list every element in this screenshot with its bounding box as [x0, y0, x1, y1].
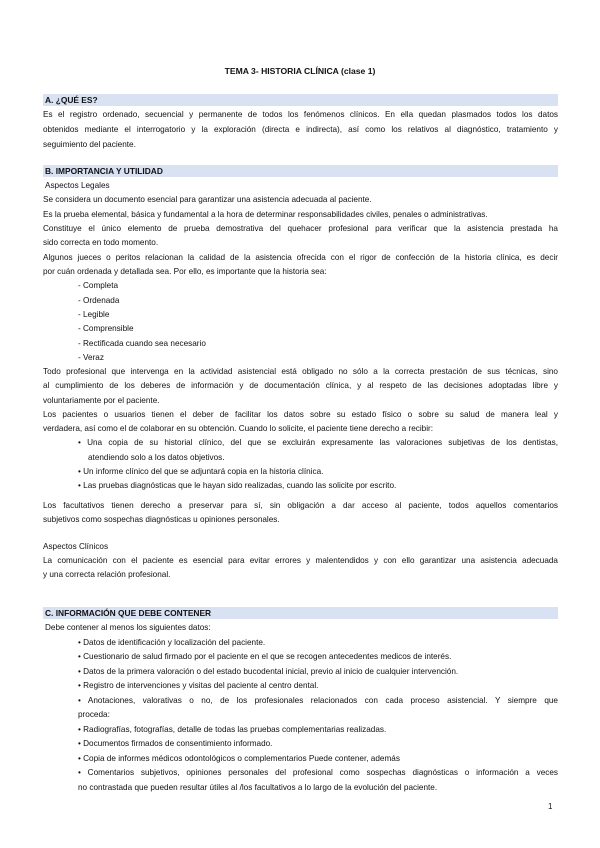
- section-b-line: sido correcta en todo momento.: [43, 238, 159, 247]
- section-a-line: Es el registro ordenado, secuencial y permanente de todos los fenómenos clínicos. En ella quedan plasmados todos los datos: [43, 110, 558, 119]
- content-item-continued: proceda:: [78, 710, 110, 719]
- quality-item: - Comprensible: [78, 324, 134, 333]
- quality-item: - Ordenada: [78, 296, 120, 305]
- section-b-line: Es la prueba elemental, básica y fundamental a la hora de determinar responsabilidades civiles, penales o administrativas.: [43, 210, 488, 219]
- section-a-line: seguimiento del paciente.: [43, 140, 136, 149]
- content-item: • Anotaciones, valorativas o no, de los profesionales relacionados con cada proceso asistencial. Y siempre que: [78, 696, 558, 705]
- section-b-heading: B. IMPORTANCIA Y UTILIDAD: [43, 165, 558, 177]
- section-b-line: por cuán ordenada y detallada sea. Por ello, es importante que la historia sea:: [43, 267, 327, 276]
- section-c-intro: Debe contener al menos los siguientes datos:: [45, 623, 211, 632]
- content-item: • Radiografías, fotografías, detalle de todas las pruebas complementarias realizadas.: [78, 725, 387, 734]
- section-b-line: Algunos jueces o peritos relacionan la calidad de la asistencia ofrecida con el rigor de confección de la historia clínica, es decir: [43, 253, 558, 262]
- document-title: TEMA 3- HISTORIA CLÍNICA (clase 1): [224, 66, 376, 76]
- page-number: 1: [548, 802, 553, 811]
- quality-item: - Legible: [78, 310, 110, 319]
- quality-item: - Veraz: [78, 353, 104, 362]
- subheading-legal: Aspectos Legales: [45, 181, 110, 190]
- section-b-line: Los facultativos tienen derecho a preservar para sí, sin obligación a dar acceso al paciente, todos aquellos comentarios: [43, 501, 558, 510]
- section-b-line: La comunicación con el paciente es esencial para evitar errores y malentendidos y con ello garantizar una asistencia adecuada: [43, 556, 558, 565]
- section-b-line: Los pacientes o usuarios tienen el deber de facilitar los datos sobre su estado físico o sobre su salud de manera leal y: [43, 410, 558, 419]
- section-a-heading: A. ¿QUÉ ES?: [43, 94, 558, 106]
- section-b-line: Se considera un documento esencial para garantizar una asistencia adecuada al paciente.: [43, 195, 372, 204]
- content-item: • Documentos firmados de consentimiento informado.: [78, 739, 273, 748]
- quality-item: - Completa: [78, 281, 119, 290]
- content-item-continued: no contrastada que pueden resultar útiles al /los facultativos a lo largo de la evolución del paciente.: [78, 783, 438, 792]
- content-item: • Comentarios subjetivos, opiniones personales del profesional como sospechas diagnósticas o información a veces: [78, 768, 558, 777]
- content-item: • Copia de informes médicos odontológicos o complementarios Puede contener, además: [78, 754, 400, 763]
- content-item: • Registro de intervenciones y visitas del paciente al centro dental.: [78, 681, 319, 690]
- section-b-line: y una correcta relación profesional.: [43, 570, 171, 579]
- content-item: • Datos de la primera valoración o del estado bucodental inicial, previo al inicio de cualquier intervención.: [78, 667, 459, 676]
- section-b-line: verdadera, así como el de colaborar en su obtención. Cuando lo solicite, el paciente tiene derecho a recibir:: [43, 424, 434, 433]
- right-item: • Un informe clínico del que se adjuntará copia en la historia clínica.: [78, 467, 324, 476]
- section-b-line: subjetivos como sospechas diagnósticas u opiniones personales.: [43, 515, 280, 524]
- right-item: • Una copia de su historial clínico, del que se excluirán expresamente las valoraciones subjetivas de los dentistas,: [78, 438, 558, 447]
- section-b-line: Todo profesional que intervenga en la actividad asistencial está obligado no sólo a la correcta prestación de sus técnicas, sino: [43, 367, 558, 376]
- subheading-clinical: Aspectos Clínicos: [43, 542, 109, 551]
- content-item: • Datos de identificación y localización del paciente.: [78, 638, 266, 647]
- section-b-line: Constituye el único elemento de prueba demostrativa del quehacer profesional para verificar que la asistencia prestada ha: [43, 224, 558, 233]
- section-a-line: obtenidos mediante el interrogatorio y la exploración (directa e indirecta), así como los relativos al diagnóstico, tratamiento y: [43, 125, 558, 134]
- section-c-heading: C. INFORMACIÓN QUE DEBE CONTENER: [43, 607, 558, 619]
- right-item-continued: atendiendo solo a los datos objetivos.: [88, 453, 225, 462]
- section-b-line: voluntariamente por el paciente.: [43, 396, 160, 405]
- section-b-line: al cumplimiento de los deberes de información y de documentación clínica, y al respeto de las decisiones adoptadas libre y: [43, 381, 558, 390]
- content-item: • Cuestionario de salud firmado por el paciente en el que se recogen antecedentes medicos de interés.: [78, 652, 452, 661]
- quality-item: - Rectificada cuando sea necesario: [78, 339, 206, 348]
- right-item: • Las pruebas diagnósticas que le hayan sido realizadas, cuando las solicite por escrito.: [78, 481, 397, 490]
